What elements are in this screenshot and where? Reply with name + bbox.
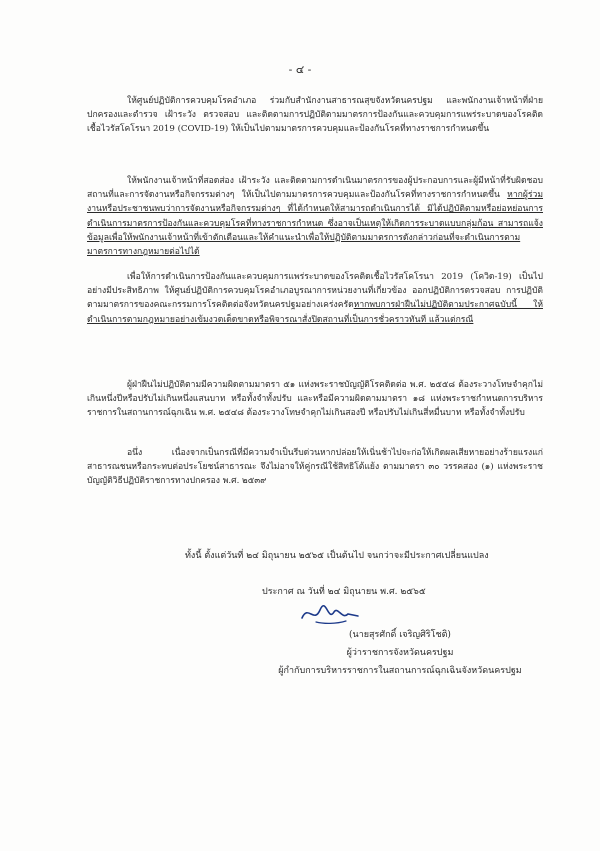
paragraph-1-text: ให้ศูนย์ปฏิบัติการควบคุมโรคอำเภอ ร่วมกับสำนักงานสาธารณสุขจังหวัดนครปฐม และพนักงานเจ้าหน้าที่ฝ่ายปกครองและตำรวจ เฝ้าระวัง ตรวจสอบ และติดตามการปฏิบัติตามมาตรการป้องกันและควบคุมการแพร่ระบาดของโรคติดเชื้อไวรัสโคโรนา 2019 (COVID-19) ให้เป็นไปตามมาตรการควบคุมและป้องกันโรคที่ทางราชการกำหนดขึ้น — [87, 96, 543, 135]
paragraph-4-text: ผู้ฝ่าฝืนไม่ปฏิบัติตามมีความผิดตามมาตรา ๕๑ แห่งพระราชบัญญัติโรคติดต่อ พ.ศ. ๒๕๕๘ ต้องระวางโทษจำคุกไม่เกินหนึ่งปีหรือปรับไม่เกินหนึ่งแสนบาท หรือทั้งจำทั้งปรับ และหรือมีความผิดตามมาตรา ๑๘ แห่งพระราชกำหนดการบริหารราชการในสถานการณ์ฉุกเฉิน พ.ศ. ๒๕๔๘ ต้องระวางโทษจำคุกไม่เกินสองปี หรือปรับไม่เกินสี่หมื่นบาท หรือทั้งจำทั้งปรับ — [87, 380, 543, 419]
paragraph-3-text — [87, 270, 543, 327]
paragraph-3-underlined: หากพบการฝ่าฝืนไม่ปฏิบัติตามประกาศฉบับนี้ ให้ดำเนินการตามกฎหมายอย่างเข้มงวดเด็ดขาดหรือพิจารณาสั่งปิดสถานที่เป็นการชั่วคราวทันที แล้วแต่กรณี — [87, 300, 543, 325]
signatory-role: ผู้กำกับการบริหารราชการในสถานการณ์ฉุกเฉินจังหวัดนครปฐม — [278, 666, 522, 676]
paragraph-2-part-a: ให้พนักงานเจ้าหน้าที่สอดส่อง เฝ้าระวัง และติดตามการดำเนินมาตรการของผู้ประกอบการและผู้มีหน้าที่รับผิดชอบสถานที่และการจัดงานหรือกิจกรรมต่างๆ ให้เป็นไปตามมาตรการควบคุมและป้องกันโรคที่ทางราชการกำหนดขึ้น — [87, 176, 543, 201]
paragraph-5 — [87, 446, 543, 489]
paragraph-2 — [87, 174, 543, 259]
paragraph-3-part-a: เพื่อให้การดำเนินการป้องกันและควบคุมการแพร่ระบาดของโรคติดเชื้อไวรัสโคโรนา 2019 (โควิด-19) เป็นไปอย่างมีประสิทธิภาพ ให้ศูนย์ปฏิบัติการควบคุมโรคอำเภอบูรณาการหน่วยงานที่เกี่ยวข้อง ออกปฏิบัติการตรวจสอบ การปฏิบัติตามมาตรการของคณะกรรมการโรคติดต่อจังหวัดนครปฐมอย่างเคร่งครัด — [87, 272, 543, 311]
paragraph-5-text: อนึ่ง เนื่องจากเป็นกรณีที่มีความจำเป็นรีบด่วนหากปล่อยให้เนิ่นช้าไปจะก่อให้เกิดผลเสียหายอย่างร้ายแรงแก่สาธารณชนหรือกระทบต่อประโยชน์สาธารณะ จึงไม่อาจให้คู่กรณีใช้สิทธิโต้แย้ง ตามมาตรา ๓๐ วรรคสอง (๑) แห่งพระราชบัญญัติวิธีปฏิบัติราชการทางปกครอง พ.ศ. ๒๕๓๙ — [87, 448, 543, 487]
paragraph-2-underlined: หากผู้ร่วมงานหรือประชาชนพบว่าการจัดงานหรือกิจกรรมต่างๆ ที่ได้กำหนดให้สามารถดำเนินการได้ มิได้ปฏิบัติตามหรือย่อหย่อนการดำเนินการมาตรการป้องกันและควบคุมโรคที่ทางราชการกำหนด ซึ่งอาจเป็นเหตุให้เกิดการระบาดแบบกลุ่มก้อน สามารถแจ้งข้อมูลเพื่อให้พนักงานเจ้าหน้าที่เข้าตักเตือนและให้คำแนะนำเพื่อให้ปฏิบัติตามมาตรการดังกล่าวก่อนที่จะดำเนินการตามมาตรการทางกฎหมายต่อไปได้ — [87, 190, 543, 258]
signature-image — [298, 600, 362, 628]
paragraph-1 — [87, 94, 543, 137]
paragraph-4 — [87, 378, 543, 421]
signatory-name: (นายสุรศักดิ์ เจริญศิริโชติ) — [349, 630, 451, 640]
signature-block — [250, 626, 550, 680]
page-number: - ๔ - — [288, 63, 312, 76]
signatory-title: ผู้ว่าราชการจังหวัดนครปฐม — [346, 648, 454, 658]
announcement-date-line: ประกาศ ณ วันที่ ๒๔ มิถุนายน พ.ศ. ๒๕๖๕ — [262, 587, 426, 597]
paragraph-2-text — [87, 174, 543, 259]
effective-date-line: ทั้งนี้ ตั้งแต่วันที่ ๒๔ มิถุนายน ๒๕๖๕ เป็นต้นไป จนกว่าจะมีประกาศเปลี่ยนแปลง — [185, 551, 489, 561]
paragraph-3 — [87, 270, 543, 327]
